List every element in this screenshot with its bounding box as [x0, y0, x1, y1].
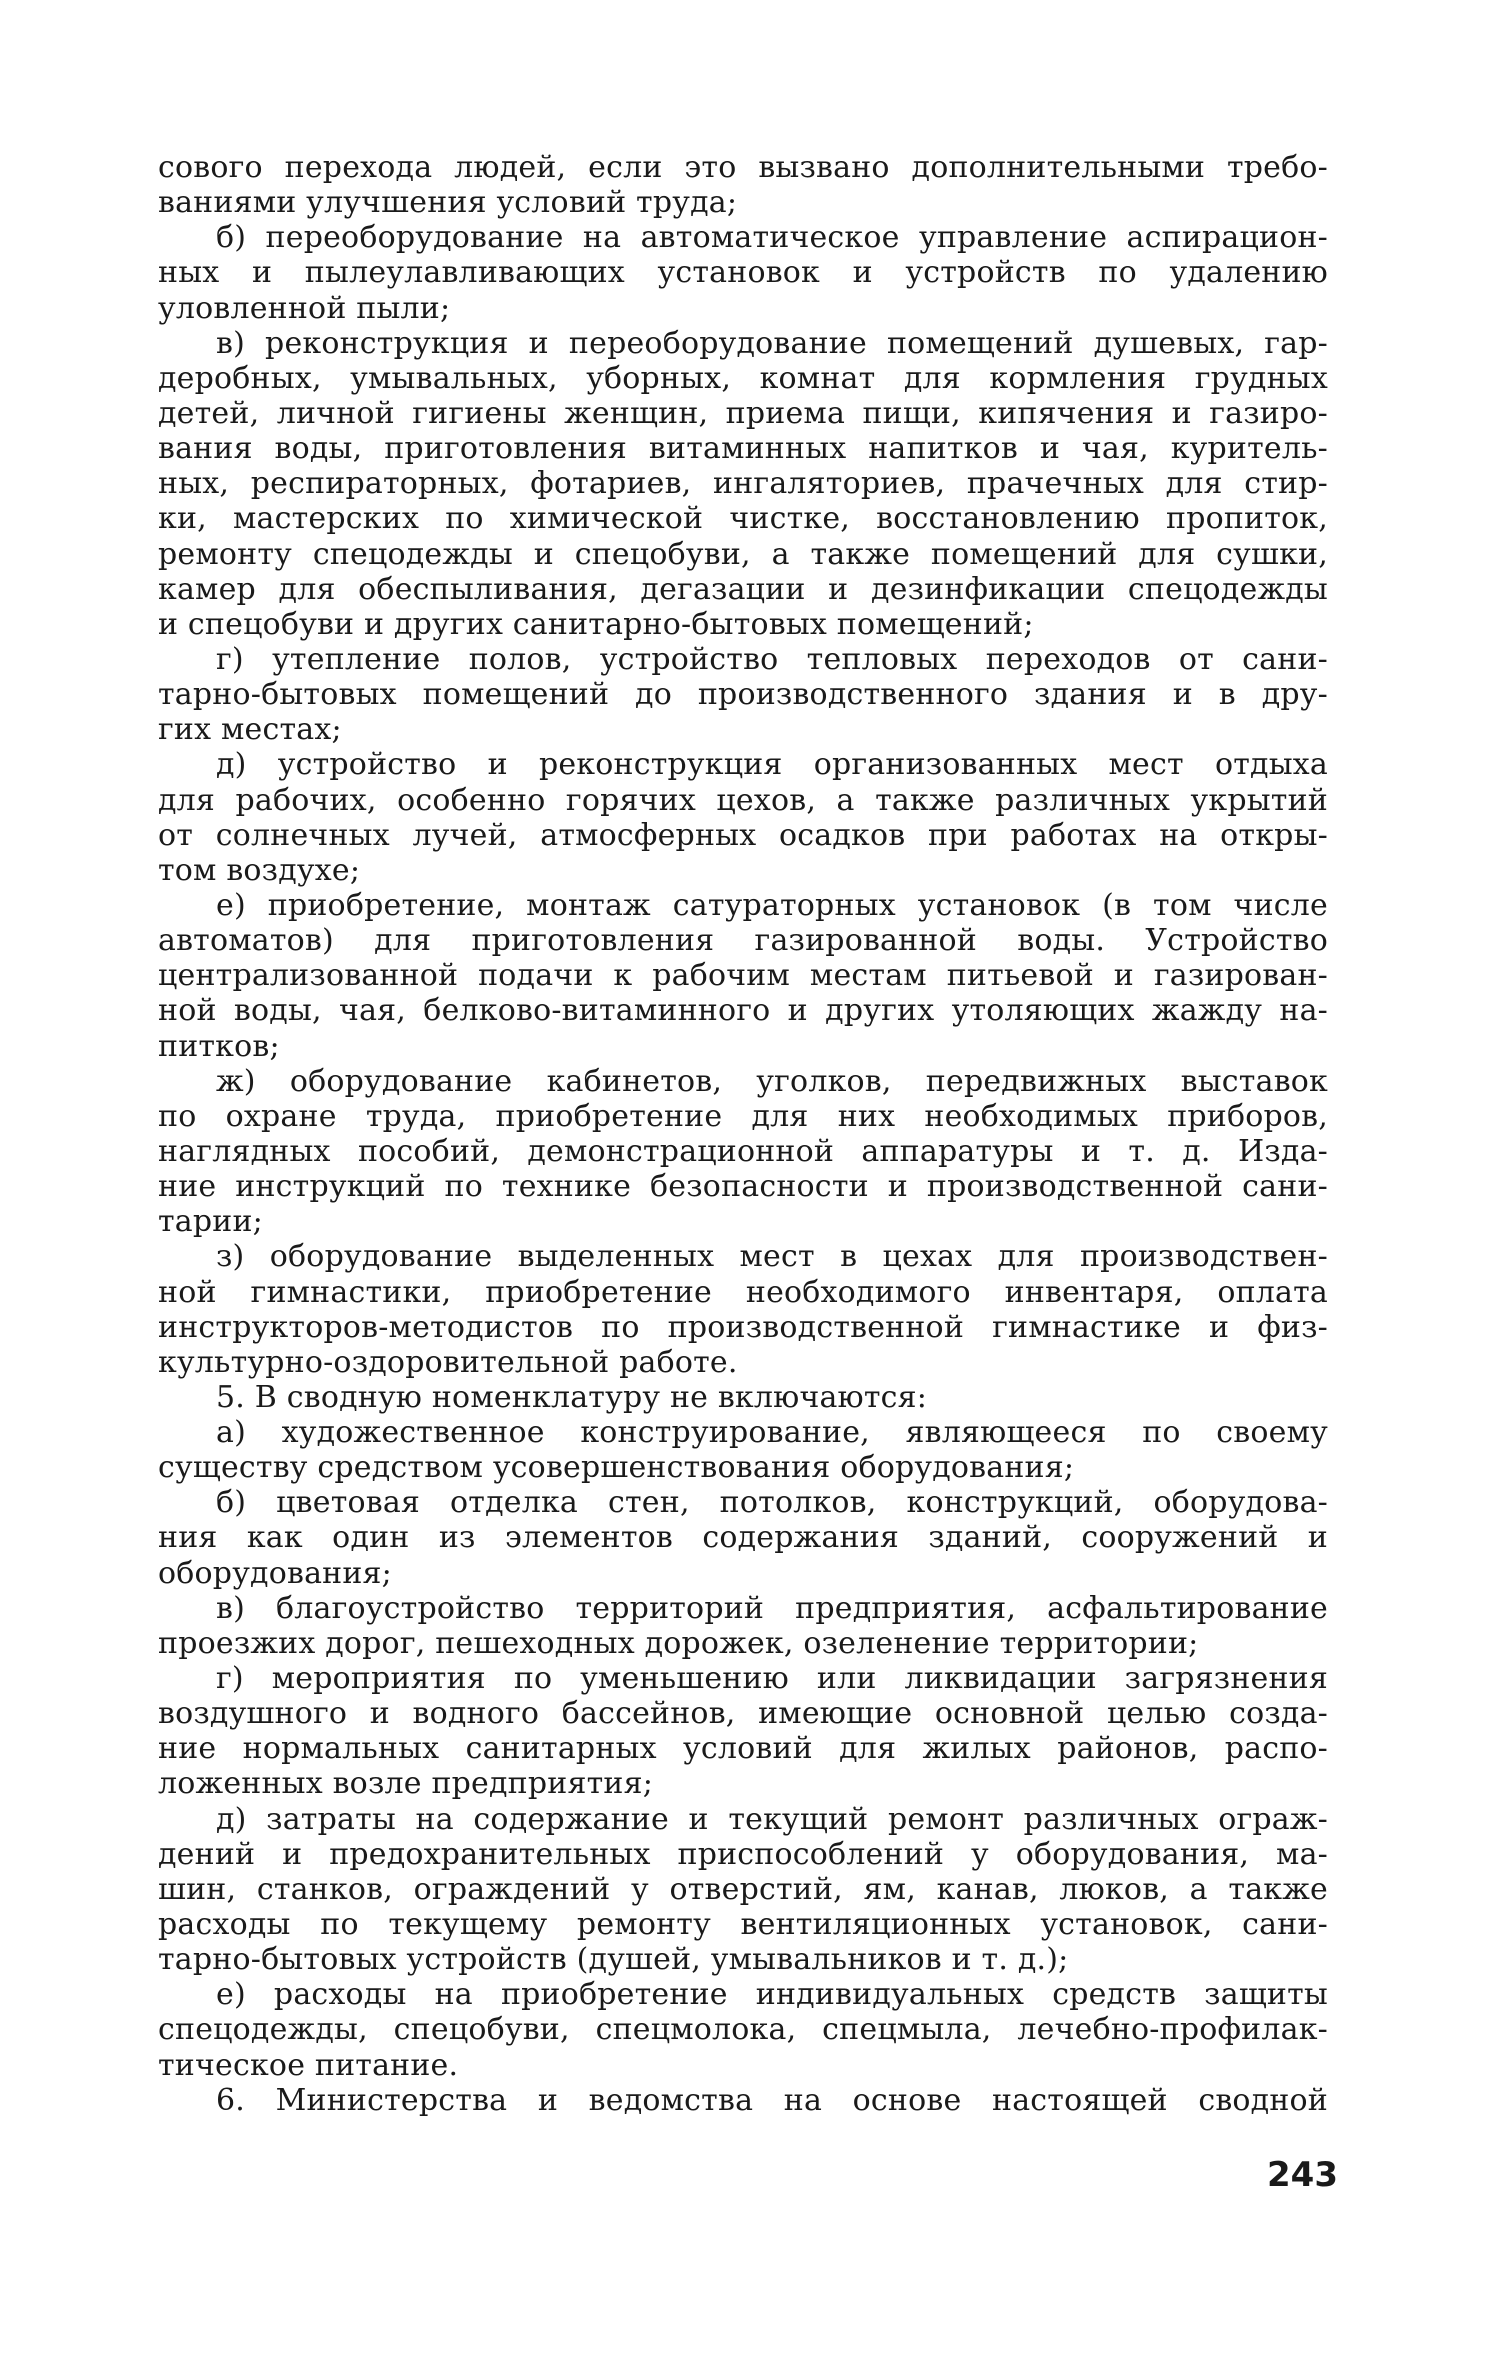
text-line: е) приобретение, монтаж сатураторных установок (в том числе	[216, 887, 1328, 923]
text-line: спецодежды, спецобуви, спецмолока, спецмыла, лечебно-профилак-	[158, 2012, 1328, 2048]
text-line: ных и пылеулавливающих установок и устройств по удалению	[158, 255, 1328, 291]
text-line: а) художественное конструирование, являющееся по своему	[216, 1415, 1328, 1451]
text-line: в) реконструкция и переоборудование помещений душевых, гар-	[216, 325, 1328, 361]
text-line: ния как один из элементов содержания зданий, сооружений и	[158, 1520, 1328, 1556]
text-line: д) устройство и реконструкция организованных мест отдыха	[216, 747, 1328, 783]
body-text	[158, 150, 1328, 2118]
text-line: ных, респираторных, фотариев, ингаляториев, прачечных для стир-	[158, 466, 1328, 502]
text-line: б) цветовая отделка стен, потолков, конструкций, оборудова-	[216, 1485, 1328, 1521]
text-line: тарно-бытовых помещений до производственного здания и в дру-	[158, 677, 1328, 713]
text-line: автоматов) для приготовления газированной воды. Устройство	[158, 923, 1328, 959]
text-line: ние нормальных санитарных условий для жилых районов, распо-	[158, 1731, 1328, 1767]
text-line: г) мероприятия по уменьшению или ликвидации загрязнения	[216, 1661, 1328, 1697]
text-line: в) благоустройство территорий предприятия, асфальтирование	[216, 1590, 1328, 1626]
text-line: г) утепление полов, устройство тепловых переходов от сани-	[216, 641, 1328, 677]
text-line: ремонту спецодежды и спецобуви, а также помещений для сушки,	[158, 536, 1328, 572]
text-line: и спецобуви и других санитарно-бытовых помещений;	[158, 606, 1034, 642]
text-line: ки, мастерских по химической чистке, восстановлению пропиток,	[158, 501, 1328, 537]
text-line: 5. В сводную номенклатуру не включаются:	[216, 1379, 928, 1415]
text-line: том воздухе;	[158, 852, 361, 888]
page-number: 243	[1267, 2155, 1338, 2195]
text-line: инструкторов-методистов по производственной гимнастике и физ-	[158, 1309, 1328, 1345]
text-line: тарии;	[158, 1204, 263, 1240]
text-line: расходы по текущему ремонту вентиляционных установок, сани-	[158, 1907, 1328, 1943]
text-line: уловленной пыли;	[158, 290, 451, 326]
text-line: от солнечных лучей, атмосферных осадков при работах на откры-	[158, 817, 1328, 853]
text-line: ж) оборудование кабинетов, уголков, передвижных выставок	[216, 1063, 1328, 1099]
text-line: з) оборудование выделенных мест в цехах для производствен-	[216, 1239, 1328, 1275]
text-line: по охране труда, приобретение для них необходимых приборов,	[158, 1098, 1328, 1134]
text-line: е) расходы на приобретение индивидуальных средств защиты	[216, 1977, 1328, 2013]
text-line: ной гимнастики, приобретение необходимого инвентаря, оплата	[158, 1274, 1328, 1310]
text-line: наглядных пособий, демонстрационной аппаратуры и т. д. Изда-	[158, 1133, 1328, 1169]
text-line: ваниями улучшения условий труда;	[158, 185, 738, 221]
text-line: воздушного и водного бассейнов, имеющие основной целью созда-	[158, 1696, 1328, 1732]
text-line: сового перехода людей, если это вызвано дополнительными требо-	[158, 150, 1328, 185]
text-line: шин, станков, ограждений у отверстий, ям, канав, люков, а также	[158, 1871, 1328, 1907]
text-line: б) переоборудование на автоматическое управление аспирацион-	[216, 220, 1328, 256]
text-line: гих местах;	[158, 712, 342, 748]
text-line: питков;	[158, 1028, 280, 1064]
document-page	[158, 150, 1338, 2290]
text-line: деробных, умывальных, уборных, комнат для кормления грудных	[158, 360, 1328, 396]
text-line: вания воды, приготовления витаминных напитков и чая, куритель-	[158, 431, 1328, 467]
text-line: детей, личной гигиены женщин, приема пищи, кипячения и газиро-	[158, 395, 1328, 431]
text-line: проезжих дорог, пешеходных дорожек, озеленение территории;	[158, 1625, 1199, 1661]
text-line: существу средством усовершенствования оборудования;	[158, 1450, 1075, 1486]
text-line: 6. Министерства и ведомства на основе настоящей сводной	[216, 2082, 1328, 2118]
text-line: культурно-оздоровительной работе.	[158, 1344, 738, 1380]
text-line: ложенных возле предприятия;	[158, 1766, 654, 1802]
text-line: тическое питание.	[158, 2047, 459, 2083]
text-line: ние инструкций по технике безопасности и производственной сани-	[158, 1169, 1328, 1205]
text-line: д) затраты на содержание и текущий ремонт различных ограж-	[216, 1801, 1328, 1837]
text-line: для рабочих, особенно горячих цехов, а также различных укрытий	[158, 782, 1328, 818]
text-line: оборудования;	[158, 1555, 392, 1591]
text-line: дений и предохранительных приспособлений у оборудования, ма-	[158, 1836, 1328, 1872]
text-line: ной воды, чая, белково-витаминного и других утоляющих жажду на-	[158, 993, 1328, 1029]
text-line: камер для обеспыливания, дегазации и дезинфикации спецодежды	[158, 571, 1328, 607]
text-line: централизованной подачи к рабочим местам питьевой и газирован-	[158, 958, 1328, 994]
text-line: тарно-бытовых устройств (душей, умывальников и т. д.);	[158, 1942, 1069, 1978]
